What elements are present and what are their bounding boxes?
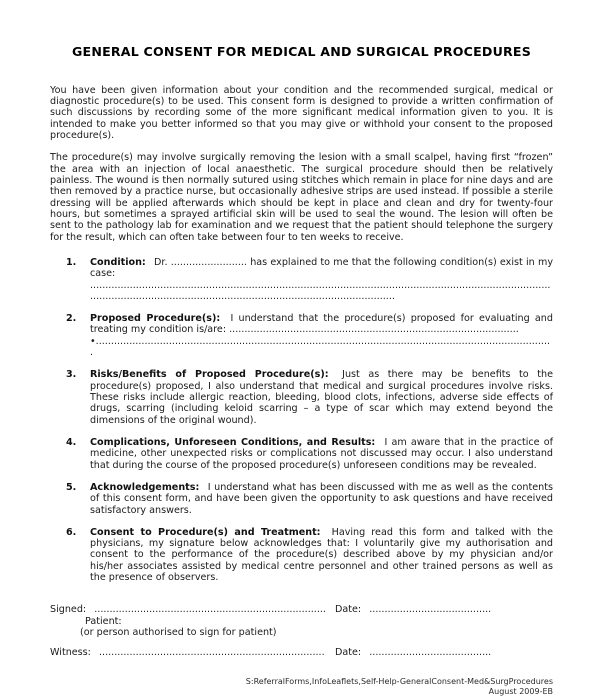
clause-body: Just as there may be benefits to the procedure(s) proposed, I also understand that medical and surgical procedures involve risks. These risks include allergic reaction, bleeding, blood clots, infections, adverse side effects of drugs, scarring (including keloid scarring – a type of scar which may extend beyond the dimensions of the original wound). [90, 369, 553, 426]
clause-acknowledgements [50, 482, 553, 516]
patient-note: (or person authorised to sign for patient) [80, 627, 277, 639]
footer-issue-date: August 2009-EB [488, 687, 553, 697]
clause-text [90, 482, 553, 516]
clause-number: 3. [66, 369, 77, 381]
clause-label: Proposed Procedure(s): [90, 313, 221, 325]
clause-number: 2. [66, 313, 77, 325]
document-footer [50, 677, 553, 698]
clause-number: 5. [66, 481, 77, 493]
clause-condition [50, 257, 553, 302]
date-dotted-line: ........................................ [369, 604, 492, 616]
signed-dotted-line: ............................................................................ [94, 604, 326, 616]
clause-text [90, 527, 553, 584]
patient-label: Patient: [85, 615, 122, 627]
signed-label: Signed: [50, 604, 87, 616]
clause-text [90, 257, 553, 302]
clause-proposed-procedures [50, 313, 553, 358]
clause-text [90, 369, 553, 426]
intro-paragraph-1: You have been given information about your condition and the recommended surgical, medical or diagnostic procedure(s) to be used. This consent form is designed to provide a written confirmation of such discussions by recording some of the more significant medical information given to you. It is intended to make you better informed so that you may give or withhold your consent to the proposed procedure(s). [50, 84, 553, 142]
signature-section [50, 604, 553, 658]
intro-paragraph-2: The procedure(s) may involve surgically removing the lesion with a small scalpel, having first “frozen” the area with an injection of local anaesthetic. The surgical procedure should then be relatively painless. The wound is then normally sutured using stitches which remain in place for nine days and are then removed by a practice nurse, but occasionally adhesive strips are used instead. If possible a sterile dressing will be applied afterwards which should be kept in place and clean and dry for twenty-four hours, but sometimes a sprayed artificial skin will be used to seal the wound. The lesion will often be sent to the pathology lab for examination and we request that the patient should telephone the surgery for the result, which can often take between four to ten weeks to receive. [50, 152, 553, 243]
clause-label: Condition: [90, 256, 146, 268]
clause-number: 4. [66, 436, 77, 448]
date-label: Date: [335, 647, 362, 659]
clause-label: Risks/Benefits of Proposed Procedure(s): [90, 369, 329, 381]
clause-complications [50, 437, 553, 471]
clause-consent-treatment [50, 527, 553, 584]
form-title: GENERAL CONSENT FOR MEDICAL AND SURGICAL PROCEDURES [72, 44, 531, 59]
clause-body: I am aware that in the practice of medicine, other unexpected risks or complications not discussed may occur. I also understand that during the course of the proposed procedure(s) unforeseen conditions may be revealed. [90, 436, 554, 471]
witness-label: Witness: [50, 647, 91, 659]
numbered-clause-list [50, 257, 553, 584]
date-label: Date: [335, 604, 362, 616]
clause-label: Complications, Unforeseen Conditions, and Results: [90, 436, 376, 448]
dotted-fill-line: •...................................................................................................................................................... [90, 335, 551, 359]
clause-number: 6. [66, 526, 77, 538]
clause-number: 1. [66, 256, 77, 268]
clause-risks-benefits [50, 369, 553, 426]
date-dotted-line: ........................................ [369, 647, 492, 659]
clause-label: Acknowledgements: [90, 481, 200, 493]
witness-row [50, 647, 553, 658]
clause-body: Dr. ......................... has explained to me that the following condition(s) exist in my case: ........................................................................................................................................................................................................................................................... [90, 256, 553, 302]
clause-body: I understand what has been discussed with me as well as the contents of this consent form, and have been given the opportunity to ask questions and have received satisfactory answers. [90, 481, 553, 516]
clause-text [90, 313, 553, 358]
footer-file-reference: S:ReferralForms,InfoLeaflets,Self-Help-GeneralConsent-Med&SurgProcedures [245, 676, 553, 686]
witness-dotted-line: .......................................................................... [98, 647, 325, 659]
clause-body: I understand that the procedure(s) proposed for evaluating and treating my condition is/are: ............................................................................................... [90, 313, 553, 336]
clause-label: Consent to Procedure(s) and Treatment: [90, 526, 321, 538]
clause-body: Having read this form and talked with the physicians, my signature below acknowledges that: I voluntarily give my authorisation and consent to the performance of the procedure(s) described above by my physician and/or his/her associates assisted by medical centre personnel and other trained persons as well as the presence of observers. [90, 526, 554, 584]
clause-text [90, 437, 553, 471]
signed-row [50, 604, 553, 615]
